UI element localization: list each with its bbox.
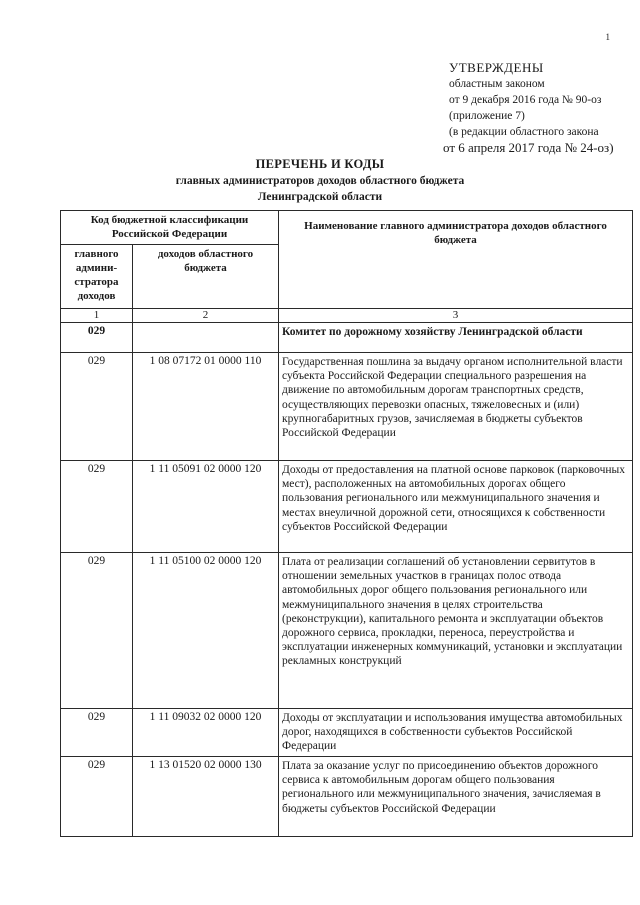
income-code-cell: 1 11 05100 02 0000 120 [133,553,279,709]
header-income: доходов областного бюджета [133,245,279,309]
admin-code-cell: 029 [61,461,133,553]
approval-line: областным законом [449,78,545,90]
approval-heading: УТВЕРЖДЕНЫ [449,60,544,75]
header-code: Код бюджетной классификации Российской Федерации [61,211,279,245]
document-title [0,156,640,205]
admin-name-cell: Плата за оказание услуг по присоединению объектов дорожного сервиса к автомобильным дорогам общего пользования регионального или межмуниципального значения, зачисляемая в бюджеты субъектов Российской Федерации [279,757,633,837]
admin-code-cell: 029 [61,323,133,353]
income-code-cell: 1 13 01520 02 0000 130 [133,757,279,837]
col-number: 3 [279,309,633,323]
approval-line: (в редакции областного закона [449,126,599,138]
approval-line: от 9 декабря 2016 года № 90-оз [449,94,602,106]
admin-code-cell: 029 [61,757,133,837]
admin-code-cell: 029 [61,353,133,461]
title-line: Ленинградской области [257,191,383,203]
income-code-cell: 1 08 07172 01 0000 110 [133,353,279,461]
admin-name-cell: Доходы от предоставления на платной основе парковок (парковочных мест), расположенных на автомобильных дорогах общего пользования регионального или межмуниципального значения и местах внеуличной дорожной сети, относящихся к собственности субъектов Российской Федерации [279,461,633,553]
title-line: ПЕРЕЧЕНЬ И КОДЫ [255,157,385,171]
admin-codes-table [60,210,633,837]
income-code-cell [133,323,279,353]
title-line: главных администраторов доходов областного бюджета [175,175,465,187]
admin-name-cell: Комитет по дорожному хозяйству Ленинградской области [279,323,633,353]
income-code-cell: 1 11 09032 02 0000 120 [133,709,279,757]
header-name: Наименование главного администратора доходов областного бюджета [279,211,633,309]
admin-code-cell: 029 [61,553,133,709]
admin-name-cell: Государственная пошлина за выдачу органом исполнительной власти субъекта Российской Федерации специального разрешения на движение по автомобильным дорогам транспортных средств, осуществляющих перевозки опасных, тяжеловесных и (или) крупногабаритных грузов, зачисляемая в бюджеты субъектов Российской Федерации [279,353,633,461]
admin-code-cell: 029 [61,709,133,757]
col-number: 1 [61,309,133,323]
header-admin: главного админи-стратора доходов [61,245,133,309]
admin-name-cell: Плата от реализации соглашений об установлении сервитутов в отношении земельных участков в границах полос отвода автомобильных дорог общего пользования регионального или межмуниципального значения в целях строительства (реконструкции), капитального ремонта и эксплуатации объектов дорожного сервиса, прокладки, переноса, переустройства и эксплуатации инженерных коммуникаций, установки и эксплуатации рекламных конструкций [279,553,633,709]
approval-line: от 6 апреля 2017 года № 24-оз) [443,140,614,155]
approval-stamp [443,60,614,156]
page-number: 1 [605,32,610,42]
approval-line: (приложение 7) [449,110,525,122]
income-code-cell: 1 11 05091 02 0000 120 [133,461,279,553]
admin-name-cell: Доходы от эксплуатации и использования имущества автомобильных дорог, находящихся в собственности субъектов Российской Федерации [279,709,633,757]
col-number: 2 [133,309,279,323]
